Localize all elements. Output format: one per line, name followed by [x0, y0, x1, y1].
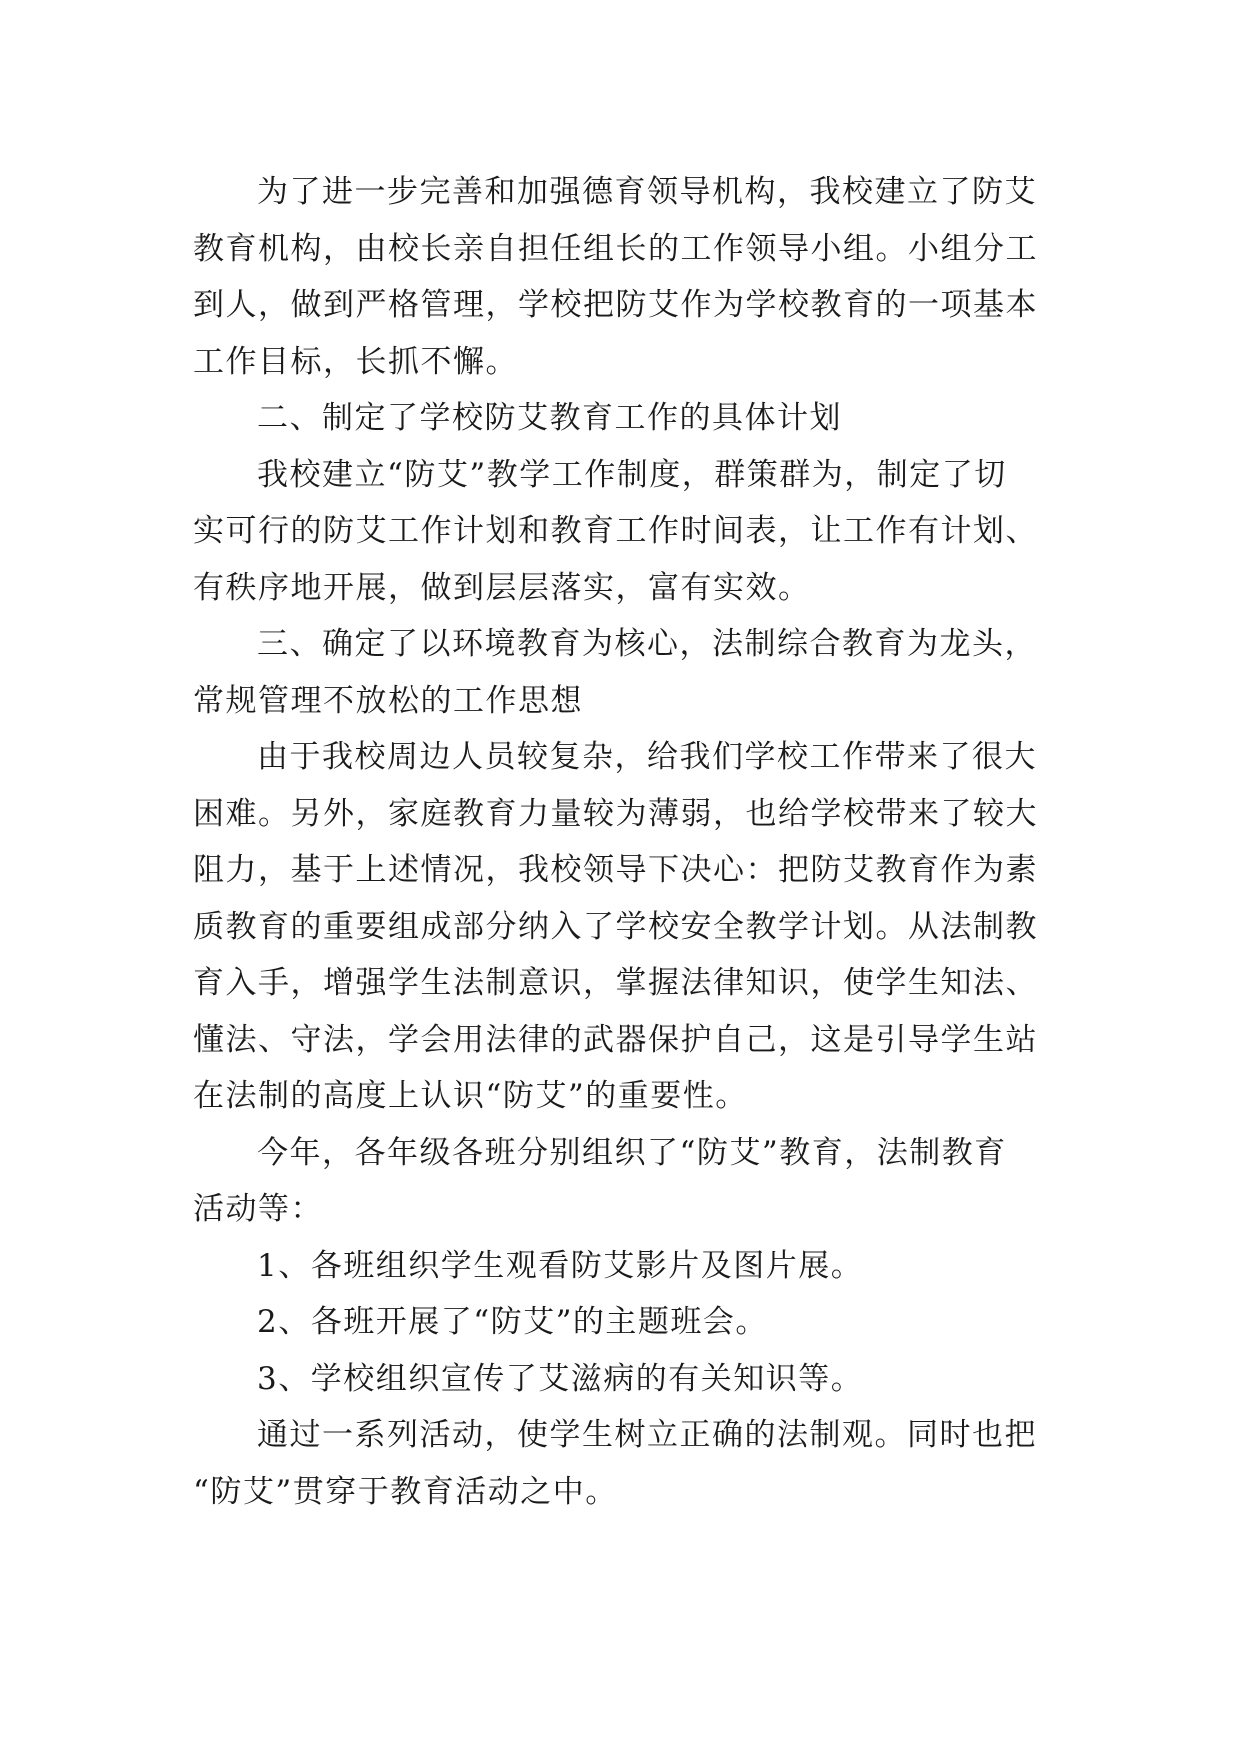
section-heading-2	[193, 390, 1073, 447]
paragraph-plan	[193, 447, 1073, 617]
paragraph-line: 今年，各年级各班分别组织了“防艾”教育，法制教育	[257, 1134, 1007, 1171]
paragraph-conclusion	[193, 1407, 1073, 1520]
paragraph-context	[193, 729, 1073, 1125]
paragraph-line: 有秩序地开展，做到层层落实，富有实效。	[193, 569, 811, 606]
paragraph-intro	[193, 164, 1073, 390]
paragraph-line: 教育机构，由校长亲自担任组长的工作领导小组。小组分工	[193, 230, 1038, 267]
paragraph-line: 活动等：	[193, 1191, 323, 1227]
section-heading-3	[193, 616, 1073, 729]
paragraph-line: 我校建立“防艾”教学工作制度，群策群为，制定了切	[257, 456, 1007, 493]
paragraph-line: 困难。另外，家庭教育力量较为薄弱，也给学校带来了较大	[193, 795, 1038, 832]
paragraph-line: 由于我校周边人员较复杂，给我们学校工作带来了很大	[257, 739, 1037, 775]
paragraph-line: 阻力，基于上述情况，我校领导下决心：把防艾教育作为素	[193, 852, 1038, 888]
list-item-text: 2、各班开展了“防艾”的主题班会。	[257, 1304, 768, 1340]
paragraph-line: 为了进一步完善和加强德育领导机构，我校建立了防艾	[257, 174, 1037, 210]
list-item	[193, 1351, 1073, 1408]
heading-line: 三、确定了以环境教育为核心，法制综合教育为龙头，	[257, 626, 1037, 662]
document-body	[193, 164, 1073, 1520]
heading-line: 二、制定了学校防艾教育工作的具体计划	[257, 400, 842, 436]
paragraph-line: 通过一系列活动，使学生树立正确的法制观。同时也把	[257, 1417, 1037, 1453]
paragraph-line: 育入手，增强学生法制意识，掌握法律知识，使学生知法、	[193, 965, 1038, 1001]
paragraph-line: 到人，做到严格管理，学校把防艾作为学校教育的一项基本	[193, 287, 1038, 323]
paragraph-line: 实可行的防艾工作计划和教育工作时间表，让工作有计划、	[193, 513, 1038, 549]
list-item-text: 3、学校组织宣传了艾滋病的有关知识等。	[257, 1360, 864, 1397]
paragraph-line: 在法制的高度上认识“防艾”的重要性。	[193, 1078, 748, 1114]
paragraph-line: 质教育的重要组成部分纳入了学校安全教学计划。从法制教	[193, 908, 1038, 945]
paragraph-line: 懂法、守法，学会用法律的武器保护自己，这是引导学生站	[193, 1021, 1038, 1058]
paragraph-line: 工作目标，长抓不懈。	[193, 343, 518, 380]
list-item	[193, 1238, 1073, 1295]
paragraph-line: “防艾”贯穿于教育活动之中。	[193, 1473, 618, 1510]
list-item-text: 1、各班组织学生观看防艾影片及图片展。	[257, 1247, 864, 1284]
paragraph-activities	[193, 1125, 1073, 1238]
heading-line: 常规管理不放松的工作思想	[193, 682, 583, 719]
list-item	[193, 1294, 1073, 1351]
